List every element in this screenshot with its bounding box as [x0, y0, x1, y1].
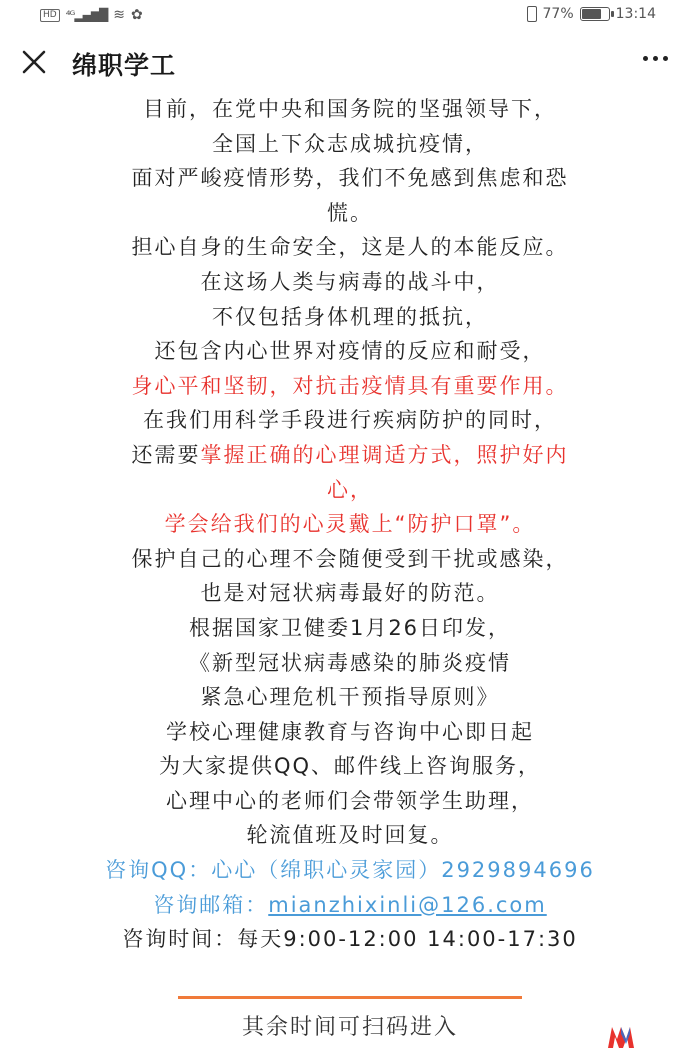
article-line-highlight: 学会给我们的心灵戴上“防护口罩”。 [164, 512, 536, 537]
article-line [30, 438, 670, 473]
site-logo-icon [606, 1024, 636, 1050]
article-line: 还包含内心世界对疫情的反应和耐受， [154, 339, 546, 364]
more-button[interactable] [643, 56, 668, 61]
network-type: ⁴ᴳ [65, 8, 75, 22]
article-line: 担心自身的生命安全，这是人的本能反应。 [131, 235, 569, 260]
article-line: 保护自己的心理不会随便受到干扰或感染， [131, 546, 569, 571]
article-line: 在我们用科学手段进行疾病防护的同时， [143, 408, 557, 433]
page-title: 绵职学工 [72, 51, 177, 80]
article-line: 根据国家卫健委1月26日印发， [188, 615, 512, 640]
vibrate-icon [527, 6, 537, 22]
contact-qq: 咨询QQ：心心（绵职心灵家园）2929894696 [105, 858, 595, 883]
status-bar [0, 0, 700, 32]
article-line: 不仅包括身体机理的抵抗， [212, 304, 488, 329]
contact-hours: 咨询时间：每天9:00-12:00 14:00-17:30 [122, 927, 578, 952]
article-line: 全国上下众志成城抗疫情， [212, 131, 488, 156]
contact-email-link[interactable]: mianzhixinli@126.com [268, 892, 547, 917]
data-saver-icon: ✿ [131, 7, 143, 23]
article-line: 心理中心的老师们会带领学生助理， [166, 788, 534, 813]
article-line: 为大家提供QQ、邮件线上咨询服务， [158, 754, 542, 779]
battery-icon [580, 7, 610, 21]
article-line-highlight: 身心平和坚韧，对抗击疫情具有重要作用。 [131, 373, 569, 398]
status-bar-right [527, 6, 656, 22]
article-line: 轮流值班及时回复。 [246, 823, 454, 848]
article-line: 目前，在党中央和国务院的坚强领导下， [143, 97, 557, 121]
article-line-highlight: 心， [327, 477, 373, 502]
article-line: 在这场人类与病毒的战斗中， [200, 269, 500, 294]
article-line: 也是对冠状病毒最好的防范。 [200, 581, 500, 606]
contact-email-label: 咨询邮箱： [153, 892, 269, 917]
status-bar-left [40, 7, 143, 23]
wifi-icon: ≋ [113, 7, 126, 23]
article-highlight: 掌握正确的心理调适方式，照护好内 [200, 442, 569, 467]
close-icon [18, 46, 50, 78]
hd-indicator: HD [40, 9, 60, 22]
contact-email-line [30, 888, 670, 923]
article-text: 还需要 [131, 442, 201, 467]
article-line: 面对严峻疫情形势，我们不免感到焦虑和恐 [131, 166, 569, 191]
close-button[interactable] [18, 46, 50, 78]
footer-text: 其余时间可扫码进入 [241, 1015, 458, 1040]
battery-fill [582, 9, 601, 19]
clock: 13:14 [615, 6, 656, 22]
divider [178, 996, 522, 999]
article-body [30, 92, 670, 957]
more-icon [643, 56, 648, 61]
app-header [0, 32, 700, 92]
article-line: 紧急心理危机干预指导原则》 [200, 685, 500, 710]
signal-icon: ⁴ᴳ▂▄▆█ [65, 8, 108, 22]
article-line: 《新型冠状病毒感染的肺炎疫情 [189, 650, 511, 675]
article-line: 慌。 [327, 200, 373, 225]
article-line: 学校心理健康教育与咨询中心即日起 [166, 719, 534, 744]
battery-percent: 77% [542, 6, 574, 22]
